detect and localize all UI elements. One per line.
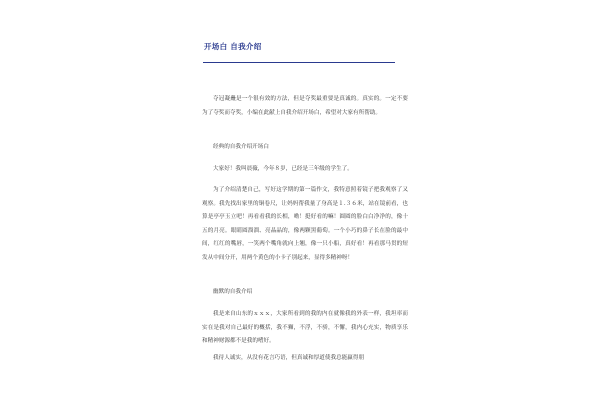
paragraph: 大家好！我叫晨薇，今年８岁，已经是三年级的学生了。 bbox=[213, 166, 353, 172]
section-humor bbox=[202, 286, 408, 300]
paragraph: 为了介绍清楚自己，写好这学期的第一篇作文，我特意照着镜子把我观察了又观察。我先找出家里的铜卷尺，让妈妈帮我量了身高是１.３６米，站在镜前看，也算是亭亭玉立吧！再看看我的长相，呦！挺好看的嘛！圆圆的脸白白净净的，像十五的月亮。眼睛圆溜溜、亮晶晶的，像两颗黑葡萄。一个小巧的鼻子长在脸的最中间，红红的嘴唇，一笑两个嘴角就向上翘，像一只小船，真好看！再看那马贯的短发从中间分开，用两个黄色的小卡子别起来，显得多精神呀！ bbox=[202, 187, 408, 261]
section-heading: 经典的自我介绍开场白 bbox=[213, 144, 269, 150]
intro-paragraph: 夺冠凝矗是一个很有效的方法，但是夺奖最重要是真诚的。真实的。一定不要为了夺奖而夺奖，小编在此献上自我介绍开场白，希望对大家有所帮助。 bbox=[202, 96, 408, 116]
section-classic-body bbox=[202, 163, 408, 177]
paragraph: 我是来自山东的ｘｘｘ，大家所看到的我的内在就像我的外表一样，我坦率而实在是我对自己最好的概括，我不狮，不浮，不骄，不懈，我内心充实，物质享乐和精神财源都不是我的嗜好。 bbox=[202, 311, 408, 344]
section-classic bbox=[202, 141, 408, 155]
intro-block bbox=[202, 93, 408, 120]
section-humor-body bbox=[202, 308, 408, 349]
section-heading: 幽默的自我介绍 bbox=[213, 289, 253, 295]
paragraph: 我待人诚实，从没有花言巧语，但真诚和厚道使我总能赢得朋 bbox=[213, 355, 365, 361]
section-classic-body-2 bbox=[202, 184, 408, 265]
title-divider bbox=[203, 62, 395, 63]
document-title: 开场白 自我介绍 bbox=[204, 42, 262, 51]
section-humor-body-2 bbox=[202, 352, 408, 366]
